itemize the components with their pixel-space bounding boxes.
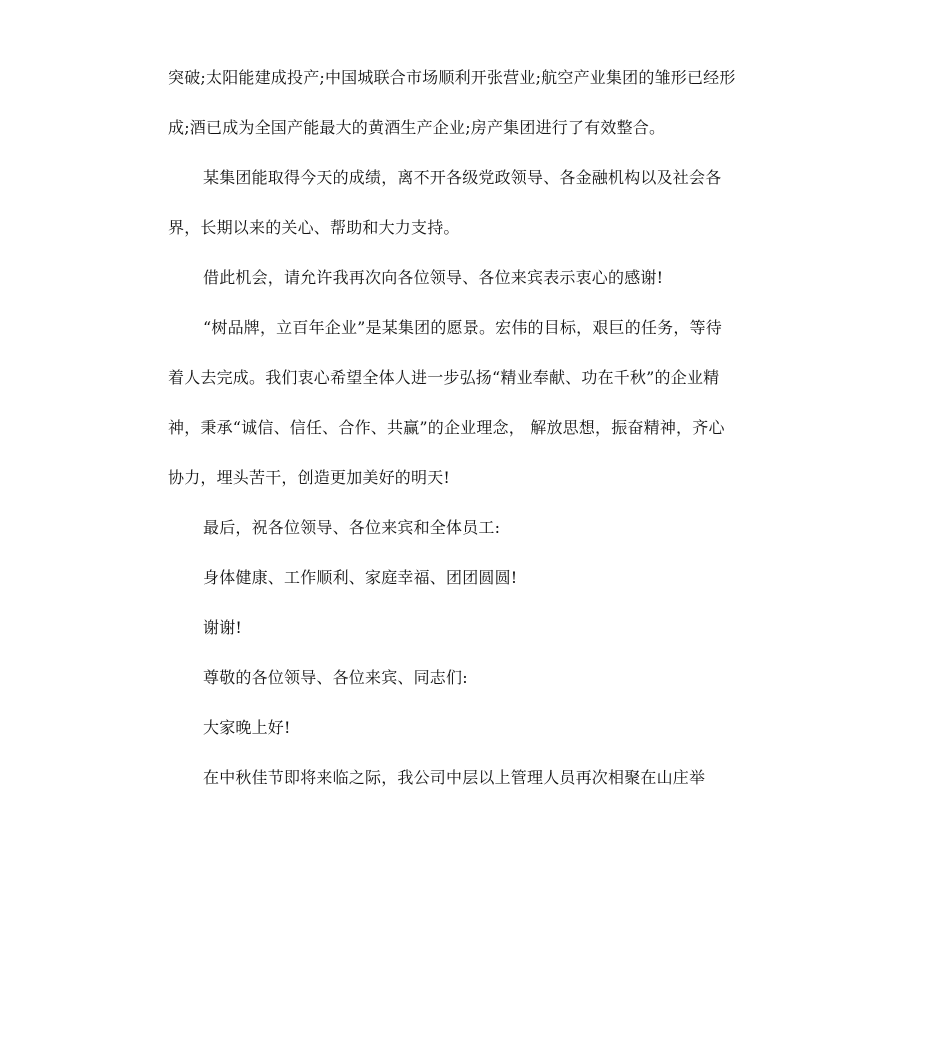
paragraph-line: 成;酒已成为全国产能最大的黄酒生产企业;房产集团进行了有效整合。 [168, 118, 666, 137]
paragraph-line: 某集团能取得今天的成绩，离不开各级党政领导、各金融机构以及社会各 [203, 168, 722, 187]
paragraph-line: 身体健康、工作顺利、家庭幸福、团团圆圆! [203, 568, 518, 587]
paragraph-line: 大家晚上好! [203, 718, 291, 737]
paragraph-line: 在中秋佳节即将来临之际，我公司中层以上管理人员再次相聚在山庄举 [203, 768, 706, 787]
paragraph-line: 借此机会，请允许我再次向各位领导、各位来宾表示衷心的感谢! [203, 268, 664, 287]
paragraph-line: 协力，埋头苦干，创造更加美好的明天! [168, 468, 451, 487]
paragraph-line: 尊敬的各位领导、各位来宾、同志们: [203, 668, 468, 687]
paragraph-line: 界，长期以来的关心、帮助和大力支持。 [168, 218, 460, 237]
paragraph-line: “树品牌，立百年企业”是某集团的愿景。宏伟的目标，艰巨的任务，等待 [203, 318, 722, 337]
paragraph-line: 神，秉承“诚信、信任、合作、共赢”的企业理念， 解放思想，振奋精神，齐心 [168, 418, 725, 437]
paragraph-line: 谢谢! [203, 618, 243, 637]
paragraph-line: 突破;太阳能建成投产;中国城联合市场顺利开张营业;航空产业集团的雏形已经形 [168, 68, 736, 87]
paragraph-line: 最后，祝各位领导、各位来宾和全体员工: [203, 518, 501, 537]
paragraph-line: 着人去完成。我们衷心希望全体人进一步弘扬“精业奉献、功在千秋”的企业精 [168, 368, 720, 387]
